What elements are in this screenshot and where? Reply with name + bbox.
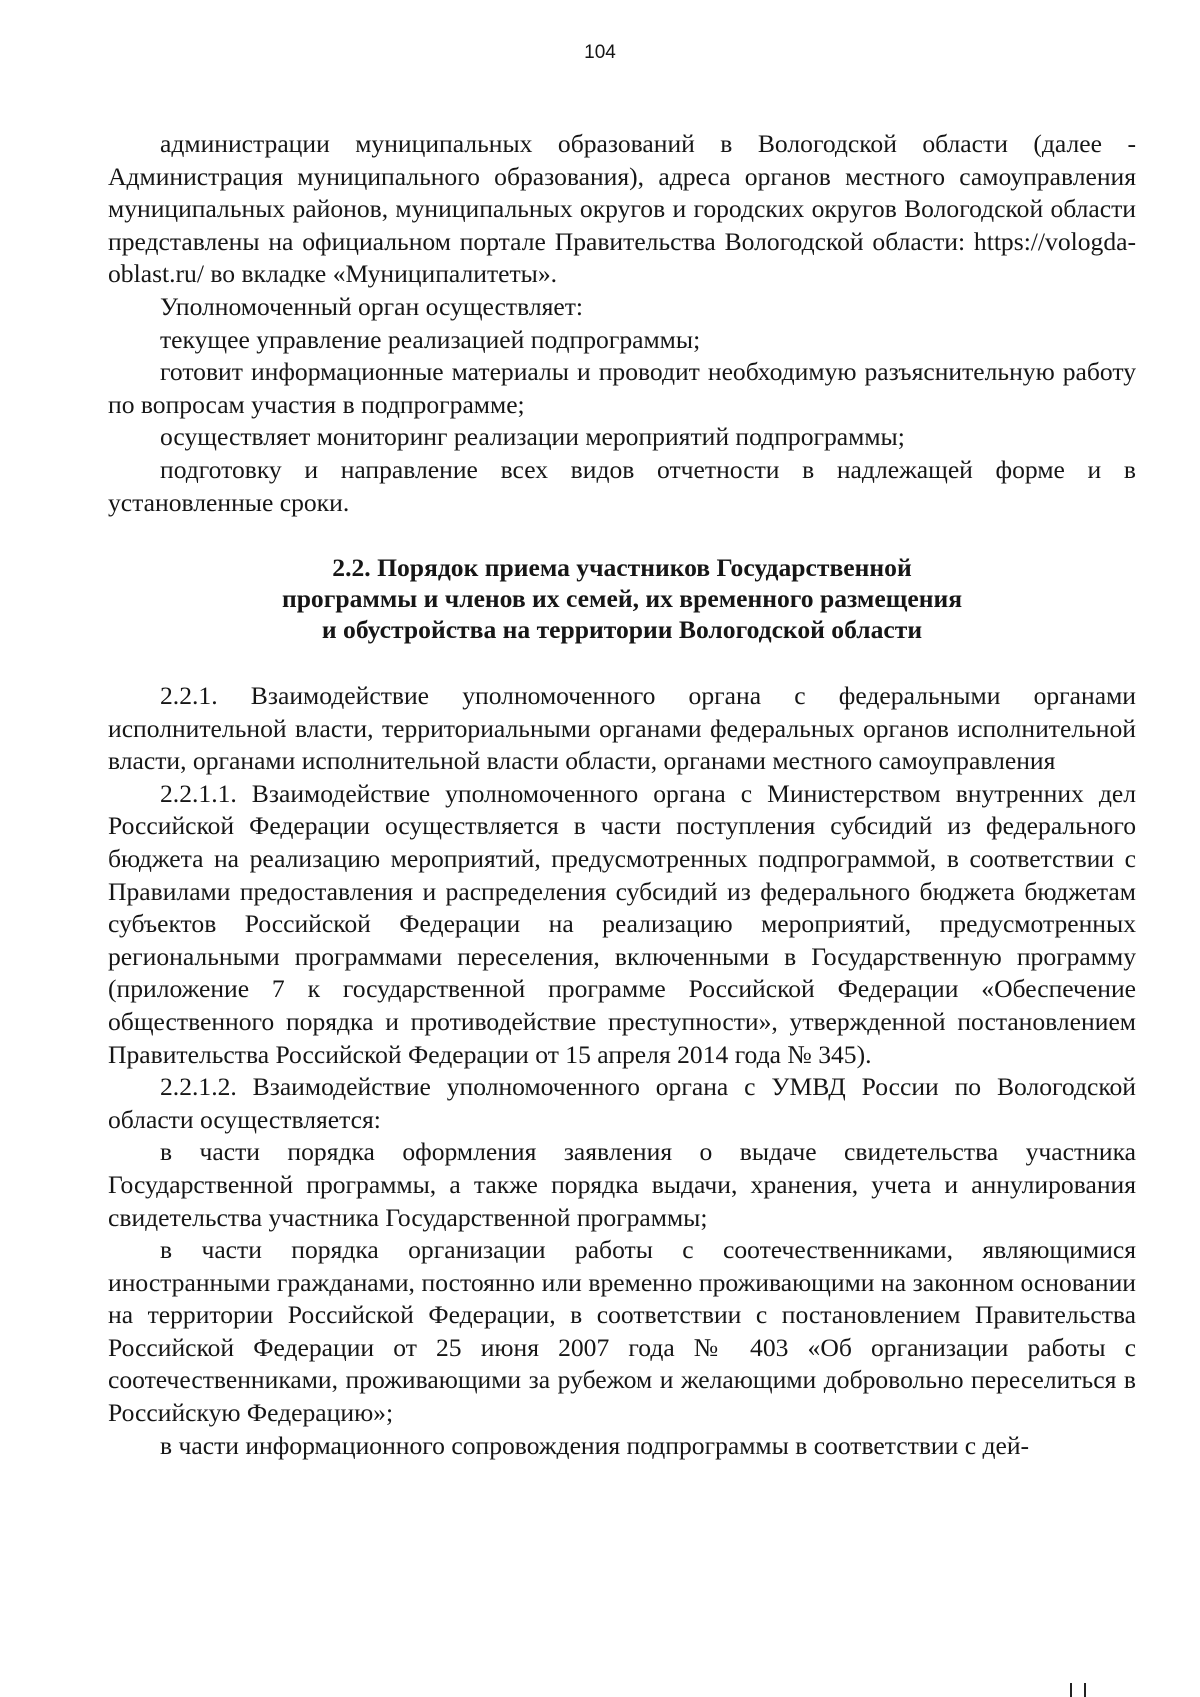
paragraph: 2.2.1. Взаимодействие уполномоченного органа с федеральными органами исполнительной власти, территориальными органами федеральных органов исполнительной власти, органами исполнительной власти области, органами местного самоуправления [108, 681, 1136, 776]
paragraph: в части информационного сопровождения подпрограммы в соответствии с дей- [160, 1430, 1030, 1460]
intro-text-block [108, 128, 1136, 519]
paragraph: 2.2.1.2. Взаимодействие уполномоченного органа с УМВД России по Вологодской области осуществляется: [108, 1072, 1136, 1134]
section-text-block [108, 680, 1136, 1462]
paragraph: подготовку и направление всех видов отчетности в надлежащей форме и в установленные сроки. [108, 454, 1136, 517]
section-heading-line: 2.2. Порядок приема участников Государственной [332, 553, 912, 582]
paragraph: Уполномоченный орган осуществляет: [160, 291, 584, 321]
paragraph: осуществляет мониторинг реализации мероприятий подпрограммы; [160, 422, 905, 452]
section-heading-line: и обустройства на территории Вологодской области [321, 615, 923, 644]
paragraph: 2.2.1.1. Взаимодействие уполномоченного органа с Министерством внутренних дел Российской Федерации осуществляется в части поступления субсидий из федерального бюджета на реализацию мероприятий, предусмотренных подпрограммой, в соответствии с Правилами предоставления и распределения субсидий из федерального бюджета бюджетам субъектов Российской Федерации на реализацию мероприятий, предусмотренных региональными программами переселения, включенными в Государственную программу (приложение 7 к государственной программе Российской Федерации «Обеспечение общественного порядка и противодействие преступности», утвержденной постановлением Правительства Российской Федерации от 15 апреля 2014 года № 345). [108, 778, 1136, 1069]
paragraph: в части порядка организации работы с соотечественниками, являющимися иностранными гражданами, постоянно или временно проживающими на законном основании на территории Российской Федерации, в соответствии с постановлением Правительства Российской Федерации от 25 июня 2007 года № 403 «Об организации работы с соотечественниками, проживающими за рубежом и желающими добровольно переселиться в Российскую Федерацию»; [108, 1235, 1136, 1428]
paragraph: администрации муниципальных образований в Вологодской области (далее - Администрация муниципального образования), адреса органов местного самоуправления муниципальных районов, муниципальных округов и городских округов Вологодской области представлены на официальном портале Правительства Вологодской области: https://vologda-oblast.ru/ во вкладке «Муниципалитеты». [108, 129, 1136, 289]
page-number: 104 [584, 42, 616, 63]
section-heading-line: программы и членов их семей, их временного размещения [281, 584, 963, 613]
paragraph: в части порядка оформления заявления о выдаче свидетельства участника Государственной программы, а также порядка выдачи, хранения, учета и аннулирования свидетельства участника Государственной программы; [108, 1137, 1136, 1232]
paragraph: текущее управление реализацией подпрограммы; [160, 324, 701, 354]
scan-marks [1070, 1683, 1100, 1697]
section-heading [108, 552, 1136, 645]
paragraph: готовит информационные материалы и проводит необходимую разъяснительную работу по вопросам участия в подпрограмме; [108, 357, 1136, 419]
